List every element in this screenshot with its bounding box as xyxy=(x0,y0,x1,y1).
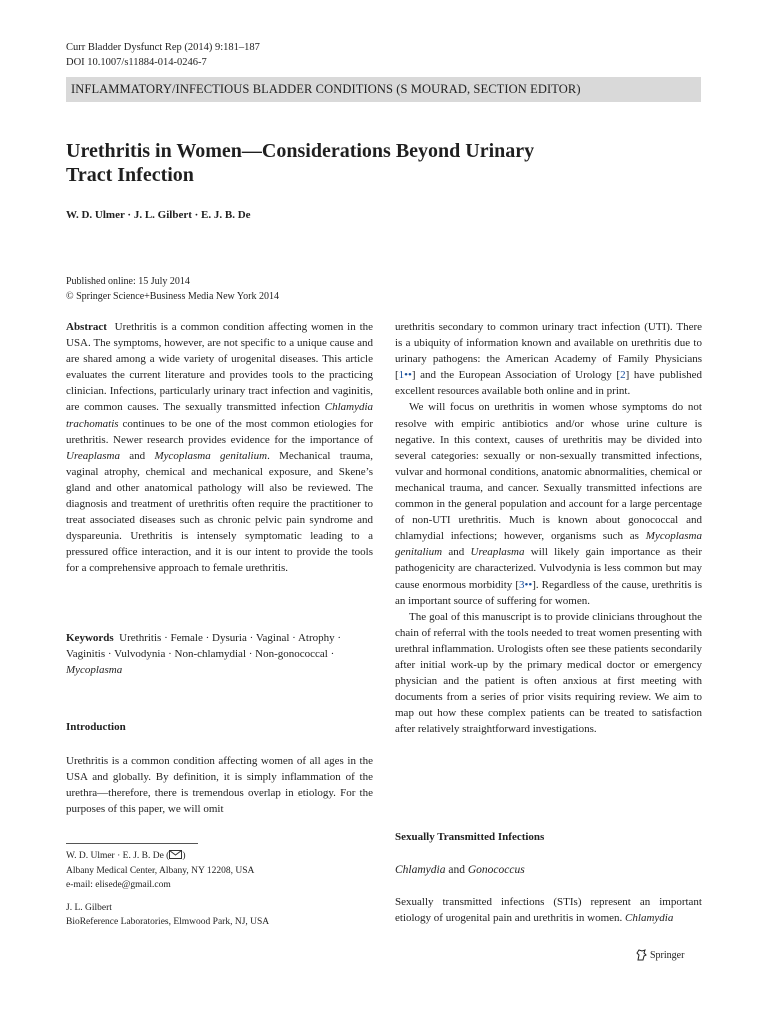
keywords xyxy=(66,630,373,678)
publication-info xyxy=(66,274,279,304)
abstract-term: Chlamydia trachomatis xyxy=(66,401,374,430)
abstract xyxy=(66,319,373,577)
reference-link[interactable]: 3•• xyxy=(519,578,533,591)
abstract-term: Mycoplasma genitalium xyxy=(154,449,268,462)
paragraph-3: The goal of this manuscript is to provide clinicians throughout the chain of referral with the tools needed to treat women presenting with urethral inflammation. Urologists often see these patients secondarily after initial work-up by the primary medical doctor or emergency physician and the patient is often anxious at first meeting with documents from a series of prior visits requiring review. We aim to map out how these complex patients can be treated to satisfaction after relatively straightforward investigations. xyxy=(395,610,702,736)
published-date: Published online: 15 July 2014 xyxy=(66,276,190,287)
abstract-term: Ureaplasma xyxy=(66,449,120,462)
introduction-text xyxy=(66,753,373,817)
copyright-notice: © Springer Science+Business Media New York 2014 xyxy=(66,291,279,302)
section-bar: INFLAMMATORY/INFECTIOUS BLADDER CONDITIONS (S MOURAD, SECTION EDITOR) xyxy=(66,77,701,102)
journal-header xyxy=(66,40,260,70)
footnote-divider xyxy=(66,843,198,844)
reference-link[interactable]: 2 xyxy=(620,369,626,382)
author-list: W. D. Ulmer · J. L. Gilbert · E. J. B. De xyxy=(66,209,251,221)
title-line-1: Urethritis in Women—Considerations Beyond Urinary xyxy=(66,140,535,162)
affiliation-authors-2: J. L. Gilbert xyxy=(66,903,112,913)
paragraph-1: urethritis secondary to common urinary tract infection (UTI). There is a ubiquity of information known and available on urethritis due to urinary pathogens: the American Academy of Family Physicians [1••] and the European Association of Urology [2] have published excellent resources available both online and in print. xyxy=(395,321,703,398)
keywords-last: Mycoplasma xyxy=(66,664,123,677)
abstract-text: Urethritis is a common condition affecting women in the USA. The symptoms, however, are not specific to a unique cause and are shared among a wide variety of urogenital diseases. This article evaluates the current literature and provides tools to the practicing clinician. Infections, particularly urinary tract infection and vaginitis, are common causes. The sexually transmitted infection xyxy=(66,321,374,414)
affiliation-institution-1: Albany Medical Center, Albany, NY 12208, USA xyxy=(66,866,255,876)
article-title xyxy=(66,139,686,187)
paragraph-2: We will focus on urethritis in women whose symptoms do not resolve with empiric antibiotics and/or whose urine culture is negative. In this context, causes of urethritis may be divided into several categories: sexually or non-sexually transmitted infections, vulvar and hormonal conditions, anatomic abnormalities, chemical or mechanical trauma, and cancer. Sexually transmitted infections are common in the general population and account for a large percentage of non-UTI urethritis. Much is known about gonococcal and chlamydial infections; however, organisms such as Mycoplasma genitalium and Ureaplasma will likely gain importance as their pathogenicity are characterized. Vulvodynia is less common but may cause enormous morbidity [3••]. Regardless of the cause, urethritis is an important source of suffering for women. xyxy=(395,401,703,607)
right-column-body xyxy=(395,319,702,737)
abstract-label: Abstract xyxy=(66,321,107,333)
doi[interactable]: DOI 10.1007/s11884-014-0246-7 xyxy=(66,57,207,68)
keywords-label: Keywords xyxy=(66,632,114,644)
mail-icon[interactable] xyxy=(169,850,182,864)
springer-wordmark: Springer xyxy=(650,949,685,961)
affiliation-1 xyxy=(66,849,254,892)
introduction-paragraph: Urethritis is a common condition affecting women of all ages in the USA and globally. By definition, it is simply inflammation of the urethra—therefore, there is tremendous overlap in etiology. For the purposes of this paper, we will omit xyxy=(66,755,373,816)
title-line-2: Tract Infection xyxy=(66,164,194,186)
chlamydia-gonococcus-subheading: Chlamydia and Gonococcus xyxy=(395,864,525,876)
reference-link[interactable]: 1•• xyxy=(398,369,412,382)
affiliation-2 xyxy=(66,901,269,929)
keywords-text: Urethritis · Female · Dysuria · Vaginal · Atrophy · Vaginitis · Vulvodynia · Non-chlamydial · Non-gonococcal · xyxy=(66,632,342,661)
affiliation-email[interactable]: e-mail: elisede@gmail.com xyxy=(66,880,171,890)
abstract-text: . Mechanical trauma, vaginal atrophy, chemical and mechanical exposure, and Skene’s gland and other anatomical pathology will also be reviewed. The diagnosis and treatment of urethritis often require the practitioner to treat associated diseases such as chronic pelvic pain syndrome and dyspareunia. Urethritis is intensely symptomatic leading to a pressured office interaction, and it is our intent to provide the tools for a comprehensive approach to female urethritis. xyxy=(66,449,374,575)
journal-citation: Curr Bladder Dysfunct Rep (2014) 9:181–187 xyxy=(66,42,260,53)
affiliation-authors-1: W. D. Ulmer · E. J. B. De ( ) xyxy=(66,849,254,864)
abstract-text: continues to be one of the most common etiologies for urethritis. Newer research provides evidence for the importance of xyxy=(66,417,373,446)
affiliation-institution-2: BioReference Laboratories, Elmwood Park, NJ, USA xyxy=(66,917,270,927)
introduction-heading: Introduction xyxy=(66,721,126,733)
springer-horse-icon xyxy=(636,949,647,961)
sti-paragraph: Sexually transmitted infections (STIs) represent an important etiology of urogenital pain and urethritis in women. Chlamydia xyxy=(395,896,702,925)
springer-logo xyxy=(636,949,684,961)
sti-heading: Sexually Transmitted Infections xyxy=(395,831,545,843)
abstract-text: and xyxy=(129,449,146,462)
